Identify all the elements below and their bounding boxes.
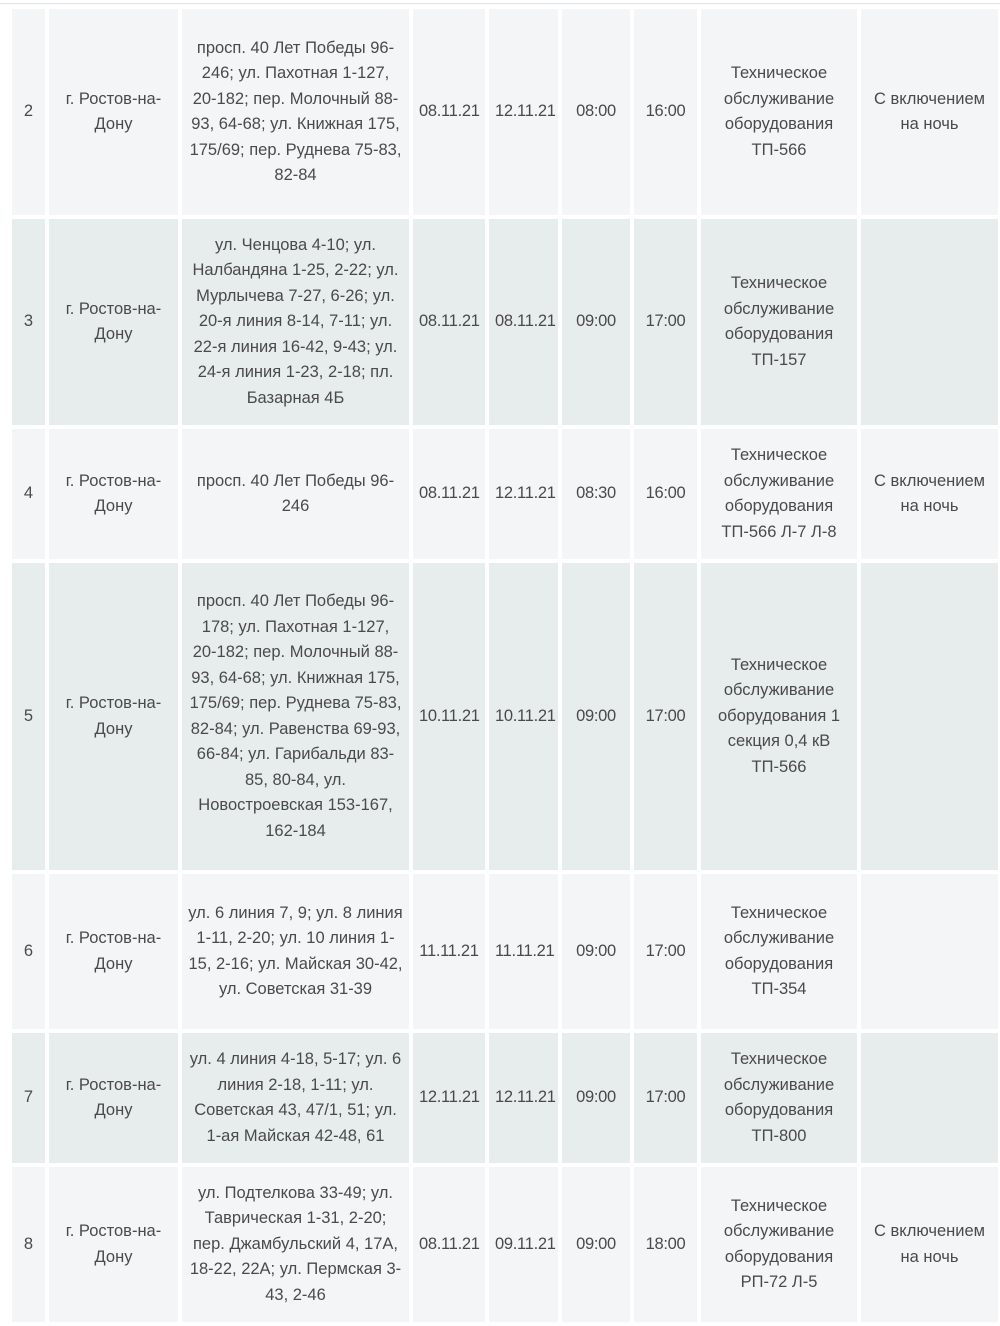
note-cell [861, 219, 998, 425]
start-time-cell: 09:00 [562, 1033, 630, 1163]
address-cell: ул. Ченцова 4-10; ул. Налбандяна 1-25, 2-22; ул. Мурлычева 7-27, 6-26; ул. 20-я линия 8-14, 7-11; ул. 22-я линия 16-42, 9-43; ул. 24-я линия 1-23, 2-18; пл. Базарная 4Б [182, 219, 409, 425]
end-date-cell: 12.11.21 [489, 1033, 558, 1163]
outage-schedule-table [8, 5, 1000, 1326]
start-date-cell: 08.11.21 [413, 1167, 485, 1322]
start-time-cell: 09:00 [562, 874, 630, 1029]
row-number-cell: 4 [12, 429, 45, 559]
end-time-cell: 17:00 [634, 563, 697, 870]
table-row [12, 9, 998, 215]
address-cell: просп. 40 Лет Победы 96-246 [182, 429, 409, 559]
start-date-cell: 08.11.21 [413, 9, 485, 215]
end-date-cell: 12.11.21 [489, 9, 558, 215]
start-date-cell: 11.11.21 [413, 874, 485, 1029]
address-cell: ул. 6 линия 7, 9; ул. 8 линия 1-11, 2-20; ул. 10 линия 1-15, 2-16; ул. Майская 30-42, ул. Советская 31-39 [182, 874, 409, 1029]
table-row [12, 1167, 998, 1322]
work-description-cell: Техническое обслуживание оборудования ТП-157 [701, 219, 857, 425]
start-date-cell: 08.11.21 [413, 429, 485, 559]
address-cell: просп. 40 Лет Победы 96-178; ул. Пахотная 1-127, 20-182; пер. Молочный 88-93, 64-68; ул. Книжная 175, 175/69; пер. Руднева 75-83, 82-84; ул. Равенства 69-93, 66-84; ул. Гарибальди 83-85, 80-84, ул. Новостроевская 153-167, 162-184 [182, 563, 409, 870]
end-date-cell: 10.11.21 [489, 563, 558, 870]
end-date-cell: 12.11.21 [489, 429, 558, 559]
work-description-cell: Техническое обслуживание оборудования ТП-566 Л-7 Л-8 [701, 429, 857, 559]
city-cell: г. Ростов-на-Дону [49, 429, 178, 559]
work-description-cell: Техническое обслуживание оборудования ТП-800 [701, 1033, 857, 1163]
note-cell [861, 874, 998, 1029]
start-date-cell: 08.11.21 [413, 219, 485, 425]
end-time-cell: 16:00 [634, 9, 697, 215]
address-cell: просп. 40 Лет Победы 96-246; ул. Пахотная 1-127, 20-182; пер. Молочный 88-93, 64-68; ул. Книжная 175, 175/69; пер. Руднева 75-83, 82-84 [182, 9, 409, 215]
start-date-cell: 12.11.21 [413, 1033, 485, 1163]
end-date-cell: 11.11.21 [489, 874, 558, 1029]
city-cell: г. Ростов-на-Дону [49, 1033, 178, 1163]
table-row [12, 874, 998, 1029]
table-row [12, 429, 998, 559]
row-number-cell: 3 [12, 219, 45, 425]
row-number-cell: 5 [12, 563, 45, 870]
end-time-cell: 17:00 [634, 1033, 697, 1163]
start-time-cell: 09:00 [562, 1167, 630, 1322]
end-time-cell: 17:00 [634, 874, 697, 1029]
city-cell: г. Ростов-на-Дону [49, 874, 178, 1029]
table-row [12, 1033, 998, 1163]
city-cell: г. Ростов-на-Дону [49, 563, 178, 870]
note-cell [861, 1033, 998, 1163]
row-number-cell: 6 [12, 874, 45, 1029]
city-cell: г. Ростов-на-Дону [49, 219, 178, 425]
work-description-cell: Техническое обслуживание оборудования 1 секция 0,4 кВ ТП-566 [701, 563, 857, 870]
city-cell: г. Ростов-на-Дону [49, 9, 178, 215]
top-divider [0, 3, 1000, 4]
start-time-cell: 09:00 [562, 219, 630, 425]
end-time-cell: 18:00 [634, 1167, 697, 1322]
end-date-cell: 08.11.21 [489, 219, 558, 425]
start-time-cell: 09:00 [562, 563, 630, 870]
table-row [12, 563, 998, 870]
end-time-cell: 16:00 [634, 429, 697, 559]
table-row [12, 219, 998, 425]
address-cell: ул. Подтелкова 33-49; ул. Таврическая 1-31, 2-20; пер. Джамбульский 4, 17А, 18-22, 22А; ул. Пермская 3-43, 2-46 [182, 1167, 409, 1322]
row-number-cell: 8 [12, 1167, 45, 1322]
row-number-cell: 7 [12, 1033, 45, 1163]
note-cell: С включением на ночь [861, 1167, 998, 1322]
work-description-cell: Техническое обслуживание оборудования ТП-566 [701, 9, 857, 215]
city-cell: г. Ростов-на-Дону [49, 1167, 178, 1322]
note-cell: С включением на ночь [861, 9, 998, 215]
end-time-cell: 17:00 [634, 219, 697, 425]
row-number-cell: 2 [12, 9, 45, 215]
start-date-cell: 10.11.21 [413, 563, 485, 870]
start-time-cell: 08:00 [562, 9, 630, 215]
start-time-cell: 08:30 [562, 429, 630, 559]
work-description-cell: Техническое обслуживание оборудования ТП-354 [701, 874, 857, 1029]
work-description-cell: Техническое обслуживание оборудования РП-72 Л-5 [701, 1167, 857, 1322]
note-cell [861, 563, 998, 870]
end-date-cell: 09.11.21 [489, 1167, 558, 1322]
address-cell: ул. 4 линия 4-18, 5-17; ул. 6 линия 2-18, 1-11; ул. Советская 43, 47/1, 51; ул. 1-ая Майская 42-48, 61 [182, 1033, 409, 1163]
note-cell: С включением на ночь [861, 429, 998, 559]
